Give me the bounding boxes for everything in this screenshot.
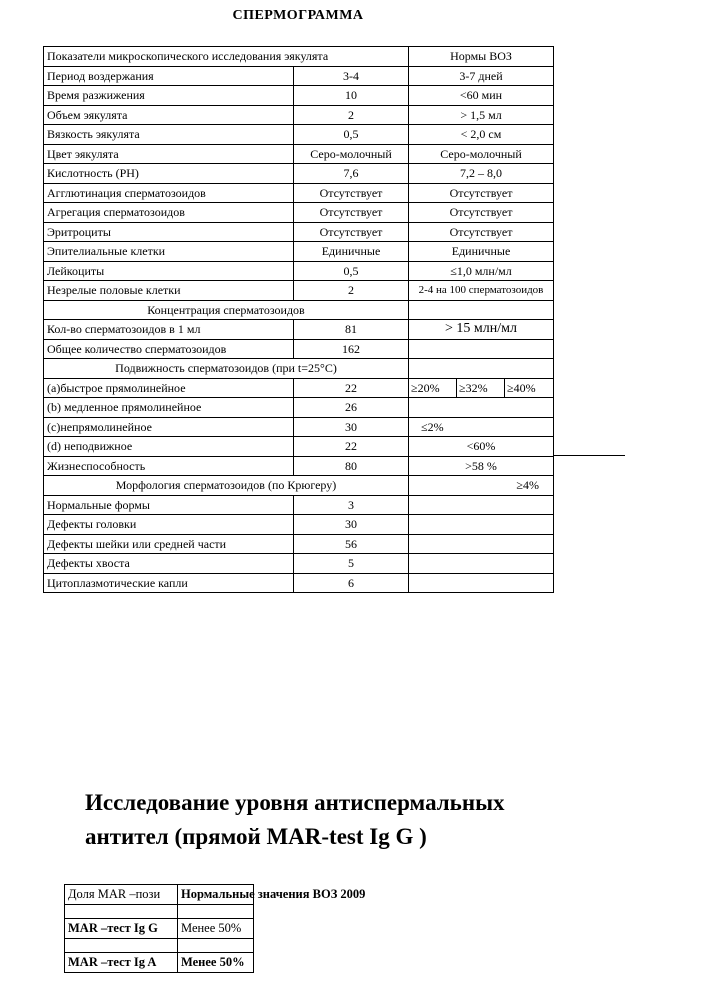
norm-cell: >58 % <box>409 456 554 476</box>
param-value-cell: 7,6 <box>294 164 409 184</box>
norm-cell: < 2,0 см <box>409 125 554 145</box>
section-row <box>44 476 554 496</box>
norm-cell <box>409 515 554 535</box>
param-label-cell: Нормальные формы <box>44 495 294 515</box>
table-row <box>44 456 554 476</box>
table-row <box>44 515 554 535</box>
param-label-cell: Цитоплазмотические капли <box>44 573 294 593</box>
mar-label-cell: MAR –тест Ig A <box>65 953 178 973</box>
param-value-cell: 30 <box>294 417 409 437</box>
param-label-cell: (a)быстрое прямолинейное <box>44 378 294 398</box>
table-row <box>44 417 554 437</box>
param-label-cell: (c)непрямолинейное <box>44 417 294 437</box>
param-label-cell: Период воздержания <box>44 66 294 86</box>
norm-cell: <60% <box>409 437 554 457</box>
param-value-cell: 30 <box>294 515 409 535</box>
table-row <box>44 437 554 457</box>
norm-cell: ≥4% <box>409 476 554 496</box>
param-value-cell: Отсутствует <box>294 183 409 203</box>
param-value-cell: 2 <box>294 105 409 125</box>
param-label-cell: Агглютинация сперматозоидов <box>44 183 294 203</box>
param-value-cell: 0,5 <box>294 125 409 145</box>
norm-cell: > 1,5 мл <box>409 105 554 125</box>
param-value-cell: 3 <box>294 495 409 515</box>
table-row <box>44 320 554 340</box>
norm-cell: Отсутствует <box>409 183 554 203</box>
param-value-cell: 22 <box>294 437 409 457</box>
norm-cell: ≤2% <box>409 417 554 437</box>
param-label-cell: Кол-во сперматозоидов в 1 мл <box>44 320 294 340</box>
document-title: СПЕРМОГРАММА <box>232 8 364 23</box>
main-table-body <box>44 66 554 593</box>
table-row <box>44 554 554 574</box>
param-value-cell: 80 <box>294 456 409 476</box>
norm-cell: Отсутствует <box>409 203 554 223</box>
empty-cell <box>65 905 178 919</box>
mar-table-body <box>65 885 366 973</box>
param-value-cell: Серо-молочный <box>294 144 409 164</box>
param-value-cell: 6 <box>294 573 409 593</box>
empty-cell <box>65 939 178 953</box>
norm-cell: > 15 млн/мл <box>409 320 554 340</box>
table-row <box>44 164 554 184</box>
table-row <box>44 183 554 203</box>
mar-table-row <box>65 919 254 939</box>
table-row <box>44 398 554 418</box>
heading-line-1: Исследование уровня антиспермальных <box>85 790 505 815</box>
param-label-cell: (b) медленное прямолинейное <box>44 398 294 418</box>
table-row <box>44 144 554 164</box>
mar-norm-cell: Нормальные значения ВОЗ 2009 <box>178 885 254 905</box>
table-row <box>44 534 554 554</box>
param-value-cell: 26 <box>294 398 409 418</box>
table-row <box>44 203 554 223</box>
param-label-cell: Незрелые половые клетки <box>44 281 294 301</box>
section-title-cell: Концентрация сперматозоидов <box>44 300 409 320</box>
param-label-cell: Эритроциты <box>44 222 294 242</box>
norm-cell <box>409 573 554 593</box>
norm-cell: Единичные <box>409 242 554 262</box>
mar-test-table <box>64 884 366 973</box>
mar-section-heading <box>85 786 505 854</box>
param-label-cell: (d) неподвижное <box>44 437 294 457</box>
mar-label-cell: MAR –тест Ig G <box>65 919 178 939</box>
stray-line <box>554 455 625 456</box>
mar-norm-cell: Менее 50% <box>178 919 254 939</box>
param-label-cell: Время разжижения <box>44 86 294 106</box>
norm-cell <box>409 495 554 515</box>
norm-cell: 3-7 дней <box>409 66 554 86</box>
table-row <box>44 261 554 281</box>
param-value-cell: 0,5 <box>294 261 409 281</box>
norm-cell: <60 мин <box>409 86 554 106</box>
param-label-cell: Агрегация сперматозоидов <box>44 203 294 223</box>
norm-cell <box>409 300 554 320</box>
section-row <box>44 359 554 379</box>
param-label-cell: Дефекты хвоста <box>44 554 294 574</box>
param-label-cell: Лейкоциты <box>44 261 294 281</box>
param-value-cell: 3-4 <box>294 66 409 86</box>
table-header-row <box>44 47 554 67</box>
norm-cell: ≤1,0 млн/мл <box>409 261 554 281</box>
header-norms-cell: Нормы ВОЗ <box>409 47 554 67</box>
spacer-row <box>65 905 254 919</box>
param-label-cell: Дефекты головки <box>44 515 294 535</box>
norm-cell: 7,2 – 8,0 <box>409 164 554 184</box>
norm-cell: Серо-молочный <box>409 144 554 164</box>
param-value-cell: 162 <box>294 339 409 359</box>
norm-cell <box>409 554 554 574</box>
param-value-cell: 81 <box>294 320 409 340</box>
table-row <box>44 378 554 398</box>
param-label-cell: Общее количество сперматозоидов <box>44 339 294 359</box>
param-label-cell: Жизнеспособность <box>44 456 294 476</box>
param-value-cell: 56 <box>294 534 409 554</box>
norm-sub-cell: ≥32% <box>457 378 505 398</box>
header-params-cell: Показатели микроскопического исследования эякулята <box>44 47 409 67</box>
param-label-cell: Объем эякулята <box>44 105 294 125</box>
param-value-cell: 22 <box>294 378 409 398</box>
norm-cell: Отсутствует <box>409 222 554 242</box>
param-label-cell: Вязкость эякулята <box>44 125 294 145</box>
empty-cell <box>178 905 254 919</box>
norm-cell: 2-4 на 100 сперматозоидов <box>409 281 554 301</box>
mar-table-row <box>65 885 254 905</box>
norm-cell <box>409 339 554 359</box>
param-value-cell: Отсутствует <box>294 222 409 242</box>
table-row <box>44 125 554 145</box>
param-value-cell: 5 <box>294 554 409 574</box>
empty-cell <box>178 939 254 953</box>
norm-sub-cell: ≥20% <box>409 378 457 398</box>
section-title-cell: Подвижность сперматозоидов (при t=25°C) <box>44 359 409 379</box>
mar-label-cell: Доля MAR –пози <box>65 885 178 905</box>
heading-line-2: антител (прямой MAR-test Ig G ) <box>85 824 427 849</box>
norm-cell <box>409 359 554 379</box>
table-row <box>44 339 554 359</box>
param-label-cell: Дефекты шейки или средней части <box>44 534 294 554</box>
norm-sub-cell: ≥40% <box>505 378 554 398</box>
param-label-cell: Эпителиальные клетки <box>44 242 294 262</box>
section-title-cell: Морфология сперматозоидов (по Крюгеру) <box>44 476 409 496</box>
table-row <box>44 105 554 125</box>
param-label-cell: Цвет эякулята <box>44 144 294 164</box>
table-row <box>44 66 554 86</box>
mar-norm-cell: Менее 50% <box>178 953 254 973</box>
table-row <box>44 573 554 593</box>
param-value-cell: 10 <box>294 86 409 106</box>
section-row <box>44 300 554 320</box>
param-value-cell: Отсутствует <box>294 203 409 223</box>
param-label-cell: Кислотность (РН) <box>44 164 294 184</box>
table-row <box>44 242 554 262</box>
table-row <box>44 86 554 106</box>
table-row <box>44 281 554 301</box>
table-row <box>44 222 554 242</box>
norm-cell <box>409 534 554 554</box>
spacer-row <box>65 939 254 953</box>
spermogram-table <box>43 46 554 593</box>
mar-table-row <box>65 953 254 973</box>
param-value-cell: 2 <box>294 281 409 301</box>
param-value-cell: Единичные <box>294 242 409 262</box>
norm-cell <box>409 398 554 418</box>
table-row <box>44 495 554 515</box>
